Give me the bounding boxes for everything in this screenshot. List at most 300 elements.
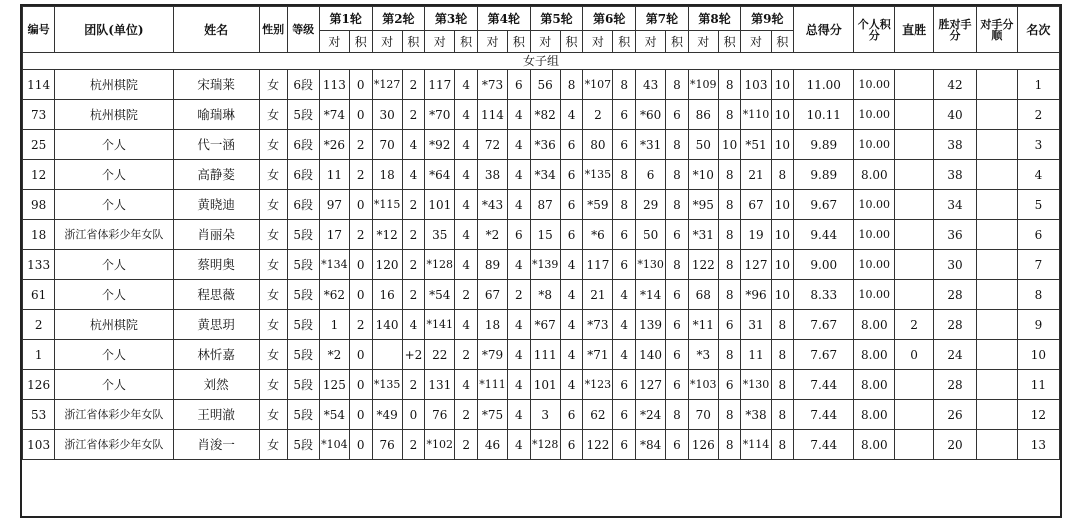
placing: 10 bbox=[1017, 340, 1059, 370]
round-3-points: 4 bbox=[455, 220, 478, 250]
rank-cell: 5段 bbox=[287, 310, 319, 340]
round-7-points: 6 bbox=[666, 370, 689, 400]
gender-cell: 女 bbox=[259, 220, 287, 250]
round-7-opponent: *14 bbox=[636, 280, 666, 310]
round-2-opponent: *115 bbox=[372, 190, 402, 220]
opponent-order bbox=[976, 100, 1017, 130]
round-7-points: 8 bbox=[666, 160, 689, 190]
opponent-score: 28 bbox=[933, 310, 976, 340]
round-2-points: 2 bbox=[402, 190, 425, 220]
table-row bbox=[23, 280, 1060, 310]
round-9-opponent: 127 bbox=[741, 250, 771, 280]
placing: 4 bbox=[1017, 160, 1059, 190]
round-3-opponent: 117 bbox=[425, 70, 455, 100]
round-6-points: 6 bbox=[613, 370, 636, 400]
round-9-points: 8 bbox=[771, 160, 794, 190]
direct-win bbox=[895, 190, 934, 220]
round-3-opponent: *64 bbox=[425, 160, 455, 190]
round-7-points: 6 bbox=[666, 220, 689, 250]
round-5-points: 6 bbox=[560, 400, 583, 430]
round-5-points-subheader: 积 bbox=[560, 31, 583, 53]
round-7-header: 第7轮 bbox=[636, 7, 689, 31]
placing: 9 bbox=[1017, 310, 1059, 340]
team-cell: 个人 bbox=[55, 130, 173, 160]
round-6-points-subheader: 积 bbox=[613, 31, 636, 53]
round-5-opponent: *82 bbox=[530, 100, 560, 130]
opponent-order bbox=[976, 190, 1017, 220]
round-9-points: 10 bbox=[771, 250, 794, 280]
table-row bbox=[23, 100, 1060, 130]
round-6-opponent: *73 bbox=[583, 310, 613, 340]
round-8-points: 8 bbox=[718, 70, 741, 100]
personal-score: 8.00 bbox=[854, 160, 895, 190]
round-4-opponent: *43 bbox=[477, 190, 507, 220]
round-9-points: 10 bbox=[771, 130, 794, 160]
round-5-header: 第5轮 bbox=[530, 7, 583, 31]
round-2-opponent: *12 bbox=[372, 220, 402, 250]
round-1-points: 0 bbox=[349, 430, 372, 460]
rank-cell: 5段 bbox=[287, 250, 319, 280]
round-2-points: 4 bbox=[402, 160, 425, 190]
player-id: 2 bbox=[23, 310, 55, 340]
round-6-opponent: *6 bbox=[583, 220, 613, 250]
opponent-order bbox=[976, 130, 1017, 160]
round-7-points: 6 bbox=[666, 340, 689, 370]
round-6-points: 6 bbox=[613, 130, 636, 160]
personal-score: 10.00 bbox=[854, 130, 895, 160]
group-label: 女子组 bbox=[23, 53, 1060, 70]
round-8-points: 8 bbox=[718, 280, 741, 310]
round-2-points: +2 bbox=[402, 340, 425, 370]
player-name: 代一涵 bbox=[173, 130, 259, 160]
player-id: 73 bbox=[23, 100, 55, 130]
round-6-points: 4 bbox=[613, 340, 636, 370]
round-1-opponent: *26 bbox=[319, 130, 349, 160]
col-team-header: 团队(单位) bbox=[55, 7, 173, 53]
round-2-opponent: *127 bbox=[372, 70, 402, 100]
round-8-points: 8 bbox=[718, 100, 741, 130]
direct-win bbox=[895, 100, 934, 130]
round-5-opponent: *34 bbox=[530, 160, 560, 190]
round-4-opponent: *2 bbox=[477, 220, 507, 250]
round-1-points: 0 bbox=[349, 400, 372, 430]
team-cell: 杭州棋院 bbox=[55, 310, 173, 340]
round-8-opponent: 70 bbox=[688, 400, 718, 430]
round-3-points: 4 bbox=[455, 100, 478, 130]
round-9-opponent: *96 bbox=[741, 280, 771, 310]
results-sheet bbox=[20, 4, 1062, 518]
round-9-opponent: *38 bbox=[741, 400, 771, 430]
gender-cell: 女 bbox=[259, 190, 287, 220]
round-3-points-subheader: 积 bbox=[455, 31, 478, 53]
team-cell: 浙江省体彩少年女队 bbox=[55, 220, 173, 250]
round-6-opponent: 21 bbox=[583, 280, 613, 310]
opponent-score: 42 bbox=[933, 70, 976, 100]
round-4-points: 6 bbox=[508, 70, 531, 100]
round-1-points: 0 bbox=[349, 280, 372, 310]
placing: 11 bbox=[1017, 370, 1059, 400]
round-8-points: 8 bbox=[718, 220, 741, 250]
round-1-points-subheader: 积 bbox=[349, 31, 372, 53]
opponent-order bbox=[976, 160, 1017, 190]
rank-cell: 5段 bbox=[287, 220, 319, 250]
round-8-opponent: *103 bbox=[688, 370, 718, 400]
round-3-opponent: *92 bbox=[425, 130, 455, 160]
player-name: 林忻嘉 bbox=[173, 340, 259, 370]
col-id-header: 编号 bbox=[23, 7, 55, 53]
round-2-opponent: 120 bbox=[372, 250, 402, 280]
round-4-points: 4 bbox=[508, 250, 531, 280]
round-5-opponent: *36 bbox=[530, 130, 560, 160]
gender-cell: 女 bbox=[259, 100, 287, 130]
player-id: 1 bbox=[23, 340, 55, 370]
player-name: 蔡明奥 bbox=[173, 250, 259, 280]
round-2-opponent: *49 bbox=[372, 400, 402, 430]
round-1-points: 0 bbox=[349, 370, 372, 400]
opponent-order bbox=[976, 280, 1017, 310]
round-5-points: 6 bbox=[560, 190, 583, 220]
player-id: 114 bbox=[23, 70, 55, 100]
round-2-points: 2 bbox=[402, 370, 425, 400]
round-1-header: 第1轮 bbox=[319, 7, 372, 31]
round-1-points: 0 bbox=[349, 340, 372, 370]
round-5-opponent: 15 bbox=[530, 220, 560, 250]
round-1-points: 0 bbox=[349, 250, 372, 280]
round-3-points: 4 bbox=[455, 250, 478, 280]
table-row bbox=[23, 190, 1060, 220]
opponent-order bbox=[976, 370, 1017, 400]
round-8-points: 8 bbox=[718, 400, 741, 430]
round-2-opponent bbox=[372, 340, 402, 370]
player-id: 18 bbox=[23, 220, 55, 250]
round-6-opponent: *123 bbox=[583, 370, 613, 400]
col-place-header: 名次 bbox=[1017, 7, 1059, 53]
round-4-points: 4 bbox=[508, 430, 531, 460]
round-9-points: 10 bbox=[771, 280, 794, 310]
table-row bbox=[23, 310, 1060, 340]
gender-cell: 女 bbox=[259, 280, 287, 310]
round-3-points: 2 bbox=[455, 280, 478, 310]
round-2-header: 第2轮 bbox=[372, 7, 425, 31]
round-6-opponent: *59 bbox=[583, 190, 613, 220]
round-8-points: 8 bbox=[718, 160, 741, 190]
round-4-opponent: *73 bbox=[477, 70, 507, 100]
total-score: 9.67 bbox=[794, 190, 854, 220]
personal-score: 8.00 bbox=[854, 430, 895, 460]
table-row bbox=[23, 250, 1060, 280]
round-3-points: 2 bbox=[455, 430, 478, 460]
round-1-opponent: 113 bbox=[319, 70, 349, 100]
opponent-score: 36 bbox=[933, 220, 976, 250]
player-id: 98 bbox=[23, 190, 55, 220]
table-row bbox=[23, 400, 1060, 430]
round-2-opponent: *135 bbox=[372, 370, 402, 400]
round-3-opponent: *54 bbox=[425, 280, 455, 310]
round-9-opponent: 19 bbox=[741, 220, 771, 250]
round-9-header: 第9轮 bbox=[741, 7, 794, 31]
round-6-points: 6 bbox=[613, 100, 636, 130]
gender-cell: 女 bbox=[259, 430, 287, 460]
round-5-opponent: 3 bbox=[530, 400, 560, 430]
round-1-opponent: *62 bbox=[319, 280, 349, 310]
rank-cell: 5段 bbox=[287, 400, 319, 430]
standings-table bbox=[22, 6, 1060, 491]
table-row bbox=[23, 340, 1060, 370]
round-7-points: 6 bbox=[666, 310, 689, 340]
round-7-opponent: *60 bbox=[636, 100, 666, 130]
round-7-points-subheader: 积 bbox=[666, 31, 689, 53]
placing: 5 bbox=[1017, 190, 1059, 220]
opponent-order bbox=[976, 220, 1017, 250]
round-5-points: 4 bbox=[560, 340, 583, 370]
round-6-opponent: *135 bbox=[583, 160, 613, 190]
round-3-points: 4 bbox=[455, 370, 478, 400]
round-6-points: 4 bbox=[613, 280, 636, 310]
direct-win bbox=[895, 250, 934, 280]
rank-cell: 6段 bbox=[287, 190, 319, 220]
round-7-opponent: *130 bbox=[636, 250, 666, 280]
round-5-opponent: 87 bbox=[530, 190, 560, 220]
personal-score: 10.00 bbox=[854, 220, 895, 250]
round-2-opponent: 70 bbox=[372, 130, 402, 160]
col-rank-header: 等级 bbox=[287, 7, 319, 53]
round-9-points: 10 bbox=[771, 70, 794, 100]
round-4-opponent: *111 bbox=[477, 370, 507, 400]
round-4-points: 4 bbox=[508, 370, 531, 400]
gender-cell: 女 bbox=[259, 130, 287, 160]
gender-cell: 女 bbox=[259, 340, 287, 370]
col-total-header: 总得分 bbox=[794, 7, 854, 53]
round-5-points: 4 bbox=[560, 100, 583, 130]
placing: 7 bbox=[1017, 250, 1059, 280]
round-5-opponent-subheader: 对 bbox=[530, 31, 560, 53]
round-1-opponent: 125 bbox=[319, 370, 349, 400]
round-7-points: 8 bbox=[666, 190, 689, 220]
round-6-opponent: *71 bbox=[583, 340, 613, 370]
col-gender-header: 性别 bbox=[259, 7, 287, 53]
round-7-points: 6 bbox=[666, 430, 689, 460]
opponent-score: 28 bbox=[933, 280, 976, 310]
round-8-points: 8 bbox=[718, 340, 741, 370]
round-5-opponent: 111 bbox=[530, 340, 560, 370]
round-1-opponent: *2 bbox=[319, 340, 349, 370]
gender-cell: 女 bbox=[259, 70, 287, 100]
round-5-points: 6 bbox=[560, 430, 583, 460]
player-name: 高静菱 bbox=[173, 160, 259, 190]
round-2-opponent: 76 bbox=[372, 430, 402, 460]
round-7-opponent: *24 bbox=[636, 400, 666, 430]
round-9-points: 8 bbox=[771, 310, 794, 340]
round-9-opponent: 31 bbox=[741, 310, 771, 340]
placing: 13 bbox=[1017, 430, 1059, 460]
player-id: 61 bbox=[23, 280, 55, 310]
round-9-points: 8 bbox=[771, 400, 794, 430]
round-8-points: 8 bbox=[718, 190, 741, 220]
opponent-order bbox=[976, 430, 1017, 460]
round-2-points-subheader: 积 bbox=[402, 31, 425, 53]
placing: 8 bbox=[1017, 280, 1059, 310]
round-8-points-subheader: 积 bbox=[718, 31, 741, 53]
round-5-points: 4 bbox=[560, 310, 583, 340]
round-2-points: 2 bbox=[402, 220, 425, 250]
round-4-points: 4 bbox=[508, 340, 531, 370]
col-direct-header: 直胜 bbox=[895, 7, 934, 53]
round-6-opponent-subheader: 对 bbox=[583, 31, 613, 53]
round-7-opponent: 6 bbox=[636, 160, 666, 190]
round-7-opponent: *31 bbox=[636, 130, 666, 160]
round-4-points: 4 bbox=[508, 130, 531, 160]
gender-cell: 女 bbox=[259, 250, 287, 280]
placing: 6 bbox=[1017, 220, 1059, 250]
player-name: 肖浚一 bbox=[173, 430, 259, 460]
round-8-opponent: 122 bbox=[688, 250, 718, 280]
round-7-opponent: 139 bbox=[636, 310, 666, 340]
total-score: 9.89 bbox=[794, 160, 854, 190]
table-row bbox=[23, 220, 1060, 250]
round-2-points: 4 bbox=[402, 310, 425, 340]
team-cell: 个人 bbox=[55, 160, 173, 190]
opponent-score: 20 bbox=[933, 430, 976, 460]
round-5-opponent: 101 bbox=[530, 370, 560, 400]
round-4-points: 4 bbox=[508, 400, 531, 430]
opponent-order bbox=[976, 400, 1017, 430]
player-id: 12 bbox=[23, 160, 55, 190]
personal-score: 8.00 bbox=[854, 400, 895, 430]
round-2-opponent: 140 bbox=[372, 310, 402, 340]
round-9-points: 8 bbox=[771, 370, 794, 400]
direct-win: 0 bbox=[895, 340, 934, 370]
round-1-points: 0 bbox=[349, 100, 372, 130]
round-2-opponent: 30 bbox=[372, 100, 402, 130]
gender-cell: 女 bbox=[259, 160, 287, 190]
round-1-opponent: 1 bbox=[319, 310, 349, 340]
round-5-points: 4 bbox=[560, 370, 583, 400]
round-1-points: 2 bbox=[349, 130, 372, 160]
round-4-opponent: 72 bbox=[477, 130, 507, 160]
round-7-points: 8 bbox=[666, 250, 689, 280]
blank-footer-row bbox=[23, 460, 1060, 492]
round-2-points: 2 bbox=[402, 250, 425, 280]
total-score: 10.11 bbox=[794, 100, 854, 130]
team-cell: 个人 bbox=[55, 190, 173, 220]
round-7-opponent: 140 bbox=[636, 340, 666, 370]
round-9-opponent: *51 bbox=[741, 130, 771, 160]
personal-score: 8.00 bbox=[854, 310, 895, 340]
round-6-opponent: *107 bbox=[583, 70, 613, 100]
total-score: 7.67 bbox=[794, 310, 854, 340]
round-3-points: 4 bbox=[455, 190, 478, 220]
round-5-opponent: *8 bbox=[530, 280, 560, 310]
round-5-points: 4 bbox=[560, 280, 583, 310]
round-1-points: 2 bbox=[349, 220, 372, 250]
round-2-points: 2 bbox=[402, 70, 425, 100]
round-3-header: 第3轮 bbox=[425, 7, 478, 31]
round-4-points: 2 bbox=[508, 280, 531, 310]
round-4-opponent: 67 bbox=[477, 280, 507, 310]
round-3-opponent: *102 bbox=[425, 430, 455, 460]
player-id: 126 bbox=[23, 370, 55, 400]
total-score: 7.44 bbox=[794, 430, 854, 460]
round-3-points: 2 bbox=[455, 340, 478, 370]
round-7-opponent: 50 bbox=[636, 220, 666, 250]
round-7-opponent: *84 bbox=[636, 430, 666, 460]
round-9-opponent: 67 bbox=[741, 190, 771, 220]
col-opp-order-header: 对手分顺 bbox=[976, 7, 1017, 53]
round-1-opponent: *104 bbox=[319, 430, 349, 460]
round-9-points-subheader: 积 bbox=[771, 31, 794, 53]
round-6-header: 第6轮 bbox=[583, 7, 636, 31]
total-score: 7.44 bbox=[794, 370, 854, 400]
opponent-order bbox=[976, 340, 1017, 370]
round-6-points: 8 bbox=[613, 160, 636, 190]
round-8-opponent: 126 bbox=[688, 430, 718, 460]
round-4-opponent: 18 bbox=[477, 310, 507, 340]
team-cell: 浙江省体彩少年女队 bbox=[55, 430, 173, 460]
gender-cell: 女 bbox=[259, 370, 287, 400]
opponent-score: 24 bbox=[933, 340, 976, 370]
opponent-score: 38 bbox=[933, 130, 976, 160]
opponent-order bbox=[976, 250, 1017, 280]
round-9-opponent: 21 bbox=[741, 160, 771, 190]
round-1-points: 2 bbox=[349, 160, 372, 190]
table-row bbox=[23, 130, 1060, 160]
round-8-opponent: 68 bbox=[688, 280, 718, 310]
round-3-points: 4 bbox=[455, 130, 478, 160]
round-1-points: 2 bbox=[349, 310, 372, 340]
player-name: 黄思玥 bbox=[173, 310, 259, 340]
opponent-score: 26 bbox=[933, 400, 976, 430]
round-2-opponent-subheader: 对 bbox=[372, 31, 402, 53]
round-4-points: 4 bbox=[508, 310, 531, 340]
round-2-points: 2 bbox=[402, 430, 425, 460]
round-3-points: 4 bbox=[455, 70, 478, 100]
placing: 3 bbox=[1017, 130, 1059, 160]
opponent-order bbox=[976, 70, 1017, 100]
round-7-points: 6 bbox=[666, 100, 689, 130]
round-8-opponent: *3 bbox=[688, 340, 718, 370]
round-8-points: 6 bbox=[718, 370, 741, 400]
round-3-opponent: 76 bbox=[425, 400, 455, 430]
round-8-opponent: *10 bbox=[688, 160, 718, 190]
total-score: 9.44 bbox=[794, 220, 854, 250]
round-7-points: 8 bbox=[666, 130, 689, 160]
opponent-order bbox=[976, 310, 1017, 340]
rank-cell: 5段 bbox=[287, 280, 319, 310]
round-3-opponent: 101 bbox=[425, 190, 455, 220]
opponent-score: 30 bbox=[933, 250, 976, 280]
round-6-points: 6 bbox=[613, 250, 636, 280]
placing: 1 bbox=[1017, 70, 1059, 100]
opponent-score: 40 bbox=[933, 100, 976, 130]
round-5-points: 6 bbox=[560, 160, 583, 190]
team-cell: 个人 bbox=[55, 250, 173, 280]
direct-win bbox=[895, 70, 934, 100]
direct-win bbox=[895, 160, 934, 190]
round-5-opponent: *67 bbox=[530, 310, 560, 340]
round-9-opponent: 11 bbox=[741, 340, 771, 370]
round-8-points: 8 bbox=[718, 250, 741, 280]
col-personal-header: 个人积分 bbox=[854, 7, 895, 53]
round-3-opponent: *141 bbox=[425, 310, 455, 340]
personal-score: 10.00 bbox=[854, 190, 895, 220]
round-5-points: 6 bbox=[560, 220, 583, 250]
round-8-opponent: *95 bbox=[688, 190, 718, 220]
player-name: 程思薇 bbox=[173, 280, 259, 310]
round-4-opponent: 89 bbox=[477, 250, 507, 280]
round-3-opponent: 131 bbox=[425, 370, 455, 400]
round-1-opponent-subheader: 对 bbox=[319, 31, 349, 53]
direct-win bbox=[895, 400, 934, 430]
